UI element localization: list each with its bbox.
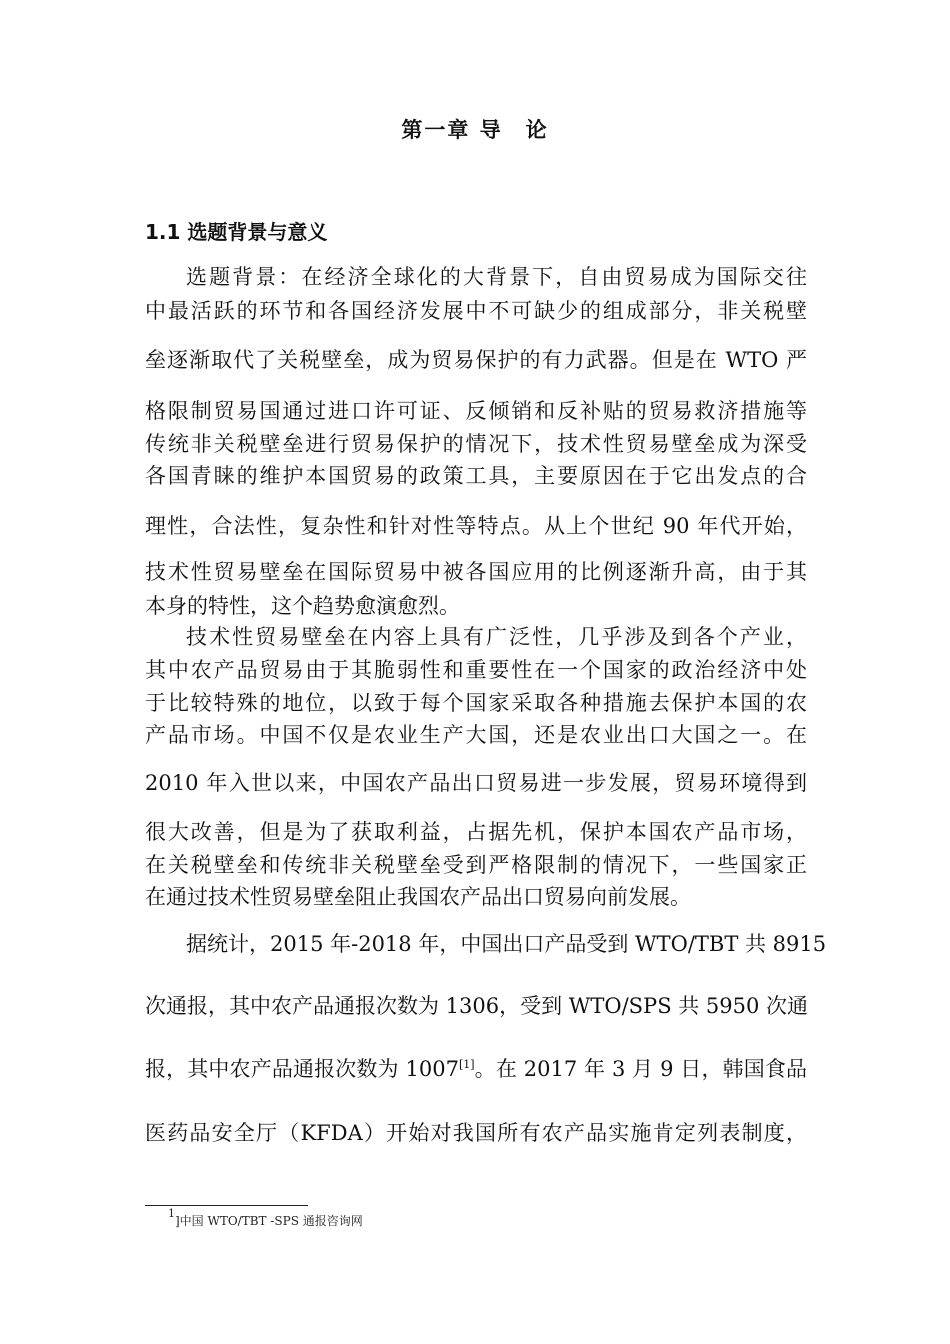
paragraph-line: 传统非关税壁垒进行贸易保护的情况下，技术性贸易壁垒成为深受	[145, 432, 807, 456]
line-text: 。在 2017 年 3 月 9 日，韩国食品	[474, 1057, 808, 1081]
paragraph-line: 技术性贸易壁垒在内容上具有广泛性，几乎涉及到各个产业，	[186, 625, 807, 649]
paragraph-line: 各国青睐的维护本国贸易的政策工具，主要原因在于它出发点的合	[145, 464, 807, 488]
section-heading: 1.1 选题背景与意义	[145, 220, 328, 244]
footnote-mark: 1	[168, 1207, 175, 1220]
footnote-text: ]中国 WTO/TBT -SPS 通报咨询网	[175, 1214, 363, 1228]
paragraph-line: 医药品安全厅（KFDA）开始对我国所有农产品实施肯定列表制度，	[145, 1121, 807, 1145]
paragraph-line: 格限制贸易国通过进口许可证、反倾销和反补贴的贸易救济措施等	[145, 399, 807, 423]
paragraph-line: 理性，合法性，复杂性和针对性等特点。从上个世纪 90 年代开始，	[145, 514, 807, 538]
line-text: 报，其中农产品通报次数为 1007	[145, 1057, 459, 1081]
paragraph-line: 很大改善，但是为了获取利益，占据先机，保护本国农产品市场，	[145, 820, 807, 844]
paragraph-line	[145, 1054, 807, 1084]
paragraph-line: 垒逐渐取代了关税壁垒，成为贸易保护的有力武器。但是在 WTO 严	[145, 348, 807, 372]
paragraph-line: 技术性贸易壁垒在国际贸易中被各国应用的比例逐渐升高，由于其	[145, 560, 807, 584]
paragraph-line: 在关税壁垒和传统非关税壁垒受到严格限制的情况下，一些国家正	[145, 853, 807, 877]
paragraph-line: 中最活跃的环节和各国经济发展中不可缺少的组成部分，非关税壁	[145, 299, 807, 323]
paragraph-line: 2010 年入世以来，中国农产品出口贸易进一步发展，贸易环境得到	[145, 771, 807, 795]
paragraph-line: 次通报，其中农产品通报次数为 1306，受到 WTO/SPS 共 5950 次通	[145, 994, 809, 1018]
paragraph-line: 本身的特性，这个趋势愈演愈烈。	[145, 594, 460, 618]
citation-marker[interactable]: [1]	[458, 1058, 475, 1071]
paragraph-line: 其中农产品贸易由于其脆弱性和重要性在一个国家的政治经济中处	[145, 658, 807, 682]
paragraph-line: 选题背景：在经济全球化的大背景下，自由贸易成为国际交往	[186, 265, 807, 289]
chapter-title: 第一章 导 论	[401, 117, 549, 142]
paragraph-line: 据统计，2015 年-2018 年，中国出口产品受到 WTO/TBT 共 8915	[186, 932, 827, 956]
paragraph-line: 产品市场。中国不仅是农业生产大国，还是农业出口大国之一。在	[145, 723, 807, 747]
paragraph-line: 在通过技术性贸易壁垒阻止我国农产品出口贸易向前发展。	[145, 885, 691, 909]
paragraph-line: 于比较特殊的地位，以致于每个国家采取各种措施去保护本国的农	[145, 691, 807, 715]
footnote	[168, 1207, 363, 1229]
footnote-divider	[145, 1205, 308, 1206]
